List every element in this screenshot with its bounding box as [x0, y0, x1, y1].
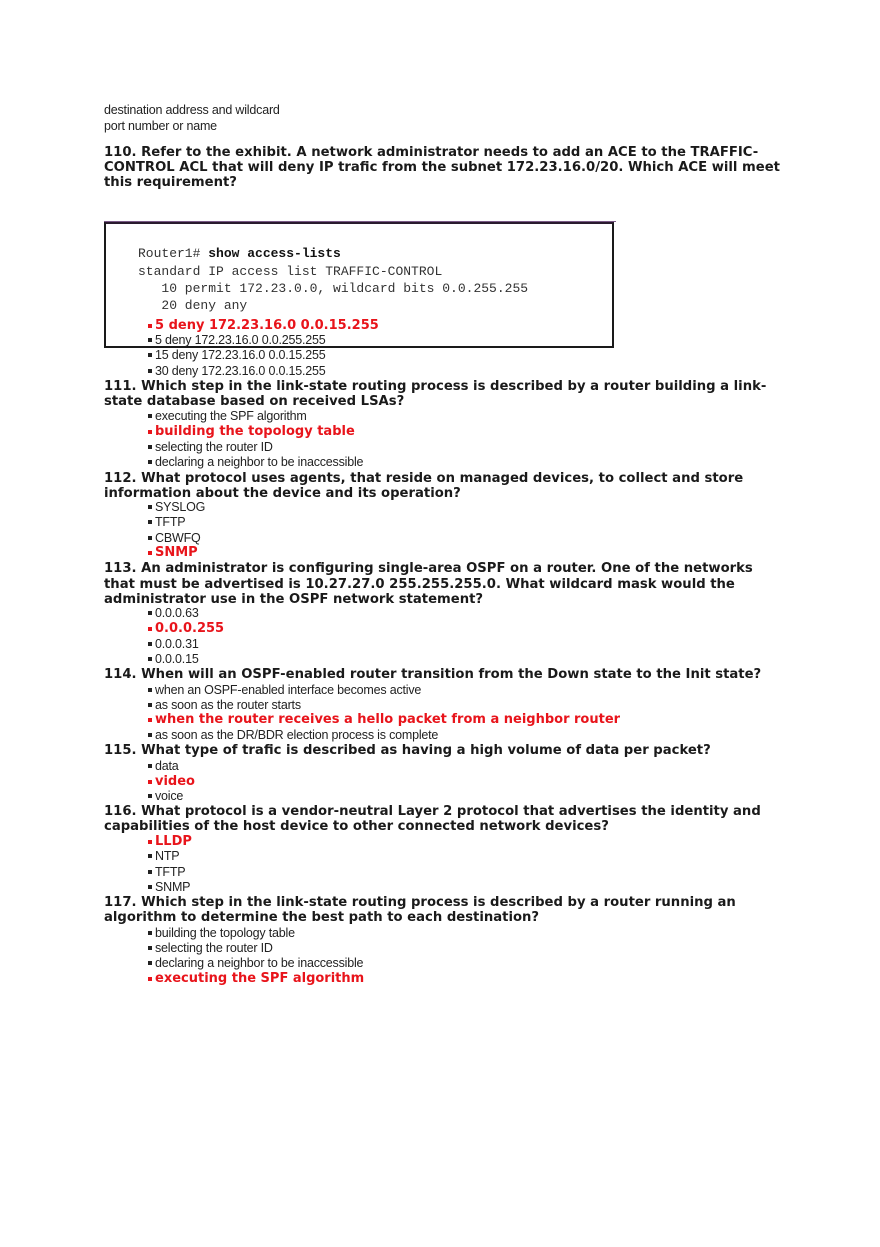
answer-option [148, 683, 421, 697]
answer-option [148, 455, 363, 469]
bullet-icon [148, 324, 152, 328]
option-text: as soon as the DR/BDR election process is complete [155, 728, 439, 742]
option-text: as soon as the router starts [155, 698, 301, 712]
bullet-icon [148, 505, 152, 509]
bullet-icon [148, 794, 152, 798]
bullet-icon [148, 642, 152, 646]
answer-option [148, 834, 192, 849]
question-112: 112. What protocol uses agents, that reside on managed devices, to collect and store information about the device and its operation? [104, 471, 744, 501]
bullet-icon [148, 657, 152, 661]
answer-option [148, 531, 201, 545]
question-115: 115. What type of traﬁc is described as having a high volume of data per packet? [104, 743, 711, 758]
option-text: video [155, 774, 195, 789]
option-text: selecting the router ID [155, 440, 273, 454]
option-text: SNMP [155, 545, 198, 560]
answer-option [148, 652, 199, 666]
question-116: 116. What protocol is a vendor-neutral Layer 2 protocol that advertises the identity and capabilities of the host device to other connected network devices? [104, 804, 761, 834]
option-text: 0.0.0.255 [155, 621, 225, 636]
option-text: executing the SPF algorithm [155, 409, 307, 423]
answer-option [148, 606, 199, 620]
answer-option [148, 956, 363, 970]
answer-option [148, 409, 307, 423]
option-text: LLDP [155, 834, 192, 849]
option-text: TFTP [155, 865, 186, 879]
bullet-icon [148, 885, 152, 889]
option-text: selecting the router ID [155, 941, 273, 955]
option-text: NTP [155, 849, 180, 863]
option-text: when an OSPF-enabled interface becomes active [155, 683, 422, 697]
answer-option [148, 774, 195, 789]
option-text: 30 deny 172.23.16.0 0.0.15.255 [155, 364, 326, 378]
answer-option [148, 424, 355, 439]
answer-option [148, 971, 364, 986]
option-text: SNMP [155, 880, 191, 894]
option-text: executing the SPF algorithm [155, 971, 365, 986]
exhibit-line: 10 permit 172.23.0.0, wildcard bits 0.0.255.255 [138, 281, 529, 296]
bullet-icon [148, 430, 152, 434]
answer-option [148, 318, 379, 333]
answer-option [148, 440, 273, 454]
question-114: 114. When will an OSPF-enabled router transition from the Down state to the Init state? [104, 667, 762, 682]
bullet-icon [148, 764, 152, 768]
option-text: data [155, 759, 179, 773]
bullet-icon [148, 414, 152, 418]
exhibit-command: show access-lists [208, 246, 341, 261]
answer-option [148, 789, 183, 803]
answer-option [148, 500, 205, 514]
bullet-icon [148, 445, 152, 449]
header-line-destination: destination address and wildcard [104, 103, 280, 117]
answer-option [148, 364, 326, 378]
bullet-icon [148, 733, 152, 737]
bullet-icon [148, 536, 152, 540]
option-text: building the topology table [155, 424, 355, 439]
option-text: when the router receives a hello packet from a neighbor router [155, 712, 621, 727]
option-text: SYSLOG [155, 500, 206, 514]
answer-option [148, 698, 301, 712]
answer-option [148, 728, 438, 742]
option-text: 0.0.0.31 [155, 637, 199, 651]
question-117: 117. Which step in the link-state routing process is described by a router running an algorithm to determine the best path to each destination? [104, 895, 736, 925]
bullet-icon [148, 627, 152, 631]
answer-option [148, 880, 190, 894]
question-110: 110. Refer to the exhibit. A network administrator needs to add an ACE to the TRAFFIC-CONTROL ACL that will deny IP traﬁc from the subnet 172.23.16.0/20. Which ACE will meet this requirement? [104, 145, 780, 190]
bullet-icon [148, 551, 152, 555]
answer-option [148, 348, 326, 362]
exhibit-line: standard IP access list TRAFFIC-CONTROL [138, 264, 443, 279]
option-text: 0.0.0.15 [155, 652, 199, 666]
option-text: 5 deny 172.23.16.0 0.0.255.255 [155, 333, 326, 347]
bullet-icon [148, 840, 152, 844]
answer-option [148, 621, 224, 636]
option-text: CBWFQ [155, 531, 201, 545]
answer-option [148, 759, 179, 773]
answer-option [148, 941, 273, 955]
bullet-icon [148, 977, 152, 981]
option-text: declaring a neighbor to be inaccessible [155, 956, 364, 970]
header-line-port: port number or name [104, 119, 217, 133]
answer-option [148, 333, 326, 347]
option-text: building the topology table [155, 926, 295, 940]
bullet-icon [148, 338, 152, 342]
option-text: voice [155, 789, 184, 803]
exhibit-command-line [138, 246, 341, 261]
bullet-icon [148, 718, 152, 722]
bullet-icon [148, 931, 152, 935]
answer-option [148, 849, 179, 863]
bullet-icon [148, 353, 152, 357]
bullet-icon [148, 780, 152, 784]
answer-option [148, 545, 198, 560]
option-text: TFTP [155, 515, 186, 529]
question-113: 113. An administrator is configuring single-area OSPF on a router. One of the networks that must be advertised is 10.27.27.0 255.255.255.0. What wildcard mask would the administrator use in the OSPF network statement? [104, 561, 753, 607]
bullet-icon [148, 611, 152, 615]
bullet-icon [148, 460, 152, 464]
answer-option [148, 515, 185, 529]
exhibit-prompt: Router1# [138, 246, 209, 261]
bullet-icon [148, 369, 152, 373]
option-text: 0.0.0.63 [155, 606, 199, 620]
answer-option [148, 865, 185, 879]
bullet-icon [148, 703, 152, 707]
answer-option [148, 712, 620, 727]
bullet-icon [148, 870, 152, 874]
answer-option [148, 637, 199, 651]
bullet-icon [148, 961, 152, 965]
exhibit-line: 20 deny any [138, 298, 248, 313]
option-text: 15 deny 172.23.16.0 0.0.15.255 [155, 348, 326, 362]
option-text: 5 deny 172.23.16.0 0.0.15.255 [155, 318, 379, 333]
bullet-icon [148, 688, 152, 692]
bullet-icon [148, 946, 152, 950]
bullet-icon [148, 854, 152, 858]
bullet-icon [148, 520, 152, 524]
answer-option [148, 926, 295, 940]
option-text: declaring a neighbor to be inaccessible [155, 455, 364, 469]
question-111: 111. Which step in the link-state routing process is described by a router building a link-state database based on received LSAs? [104, 379, 767, 409]
